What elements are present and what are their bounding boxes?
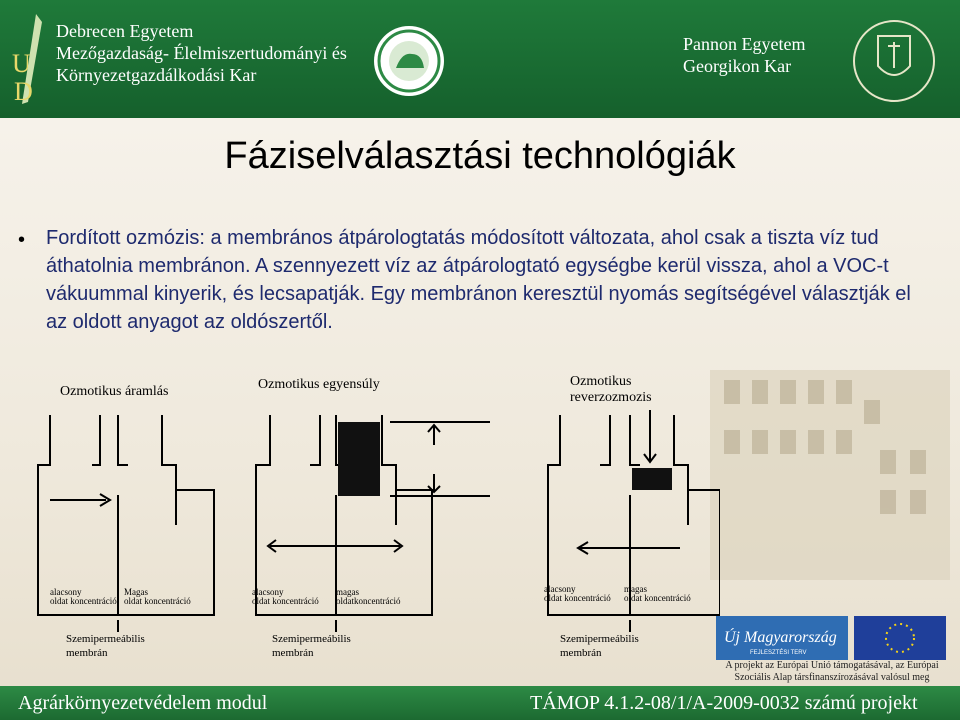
header-right-line-1: Pannon Egyetem xyxy=(683,34,806,54)
eu-badge-title: Új Magyarország xyxy=(724,629,837,646)
eu-funding-text: A projekt az Európai Unió támogatásával, az Európai Szociális Alap társfinanszírozásával valósul meg xyxy=(725,660,939,683)
panel-2-membrane-2: membrán xyxy=(272,647,314,659)
university-name-left xyxy=(56,20,347,86)
panel-2-low-2: oldat koncentráció xyxy=(252,596,319,606)
panel-3-high-2: oldat koncentráció xyxy=(624,593,691,603)
panel-1-low-1: alacsony xyxy=(50,587,82,597)
panel-2-title: Ozmotikus egyensúly xyxy=(258,377,380,392)
panel-3-membrane-1: Szemipermeábilis xyxy=(560,633,639,645)
bullet-text: Fordított ozmózis: a membrános átpárologtatás módosított változata, ahol csak a tiszta víz tud áthatolnia membránon. A szennyezett víz az átpárologtató egységbe kerül vissza, ahol a VOC-t vákuummal kinyerik, és lecsapatják. Egy membránon keresztül nyomás segítségével választják el az oldott anyagot az oldószertől. xyxy=(46,227,911,333)
faculty-seal-icon xyxy=(372,24,446,98)
panel-1-membrane-1: Szemipermeábilis xyxy=(66,633,145,645)
panel-reverse-osmosis xyxy=(544,374,720,659)
building-photo-icon xyxy=(700,350,960,590)
header-left-line-2: Mezőgazdaság- Élelmiszertudományi és xyxy=(56,43,347,63)
svg-text:D: D xyxy=(14,77,33,106)
eu-badge-subtitle: FEJLESZTÉSI TERV xyxy=(750,650,807,656)
panel-1-high-1: Magas xyxy=(124,587,148,597)
panel-2-high-2: oldatkoncentráció xyxy=(336,596,401,606)
panel-osmotic-flow xyxy=(38,384,214,659)
panel-3-low-1: alacsony xyxy=(544,584,576,594)
eu-flag-icon xyxy=(854,616,946,660)
header-left-line-1: Debrecen Egyetem xyxy=(56,21,194,41)
panel-3-title-2: reverzozmozis xyxy=(570,390,652,405)
panel-2-high-1: magas xyxy=(336,587,359,597)
footer-bar xyxy=(0,686,960,720)
panel-1-high-2: oldat koncentráció xyxy=(124,596,191,606)
panel-osmotic-equilibrium xyxy=(252,377,490,659)
svg-text:U: U xyxy=(12,49,31,78)
panel-3-title-1: Ozmotikus xyxy=(570,374,632,389)
panel-2-membrane-1: Szemipermeábilis xyxy=(272,633,351,645)
panel-3-pressure-block xyxy=(632,468,672,490)
osmosis-diagram xyxy=(20,370,720,670)
footer-module: Agrárkörnyezetvédelem modul xyxy=(18,692,268,714)
slide-title: Fáziselválasztási technológiák xyxy=(224,135,736,177)
panel-3-low-2: oldat koncentráció xyxy=(544,593,611,603)
header-bar xyxy=(0,0,960,118)
panel-2-low-1: alacsony xyxy=(252,587,284,597)
panel-1-title: Ozmotikus áramlás xyxy=(60,384,169,399)
header-right-line-2: Georgikon Kar xyxy=(683,56,792,76)
ud-logo-icon xyxy=(6,12,52,108)
university-name-right xyxy=(683,33,805,77)
panel-1-membrane-2: membrán xyxy=(66,647,108,659)
panel-3-high-1: magas xyxy=(624,584,647,594)
footer-project: TÁMOP 4.1.2-08/1/A-2009-0032 számú projekt xyxy=(530,692,918,714)
panel-3-membrane-2: membrán xyxy=(560,647,602,659)
header-left-line-3: Környezetgazdálkodási Kar xyxy=(56,65,257,85)
pannon-crest-icon xyxy=(848,18,940,104)
panel-2-pressure-block xyxy=(338,422,380,496)
bullet-icon: • xyxy=(18,229,26,251)
panel-1-low-2: oldat koncentráció xyxy=(50,596,117,606)
